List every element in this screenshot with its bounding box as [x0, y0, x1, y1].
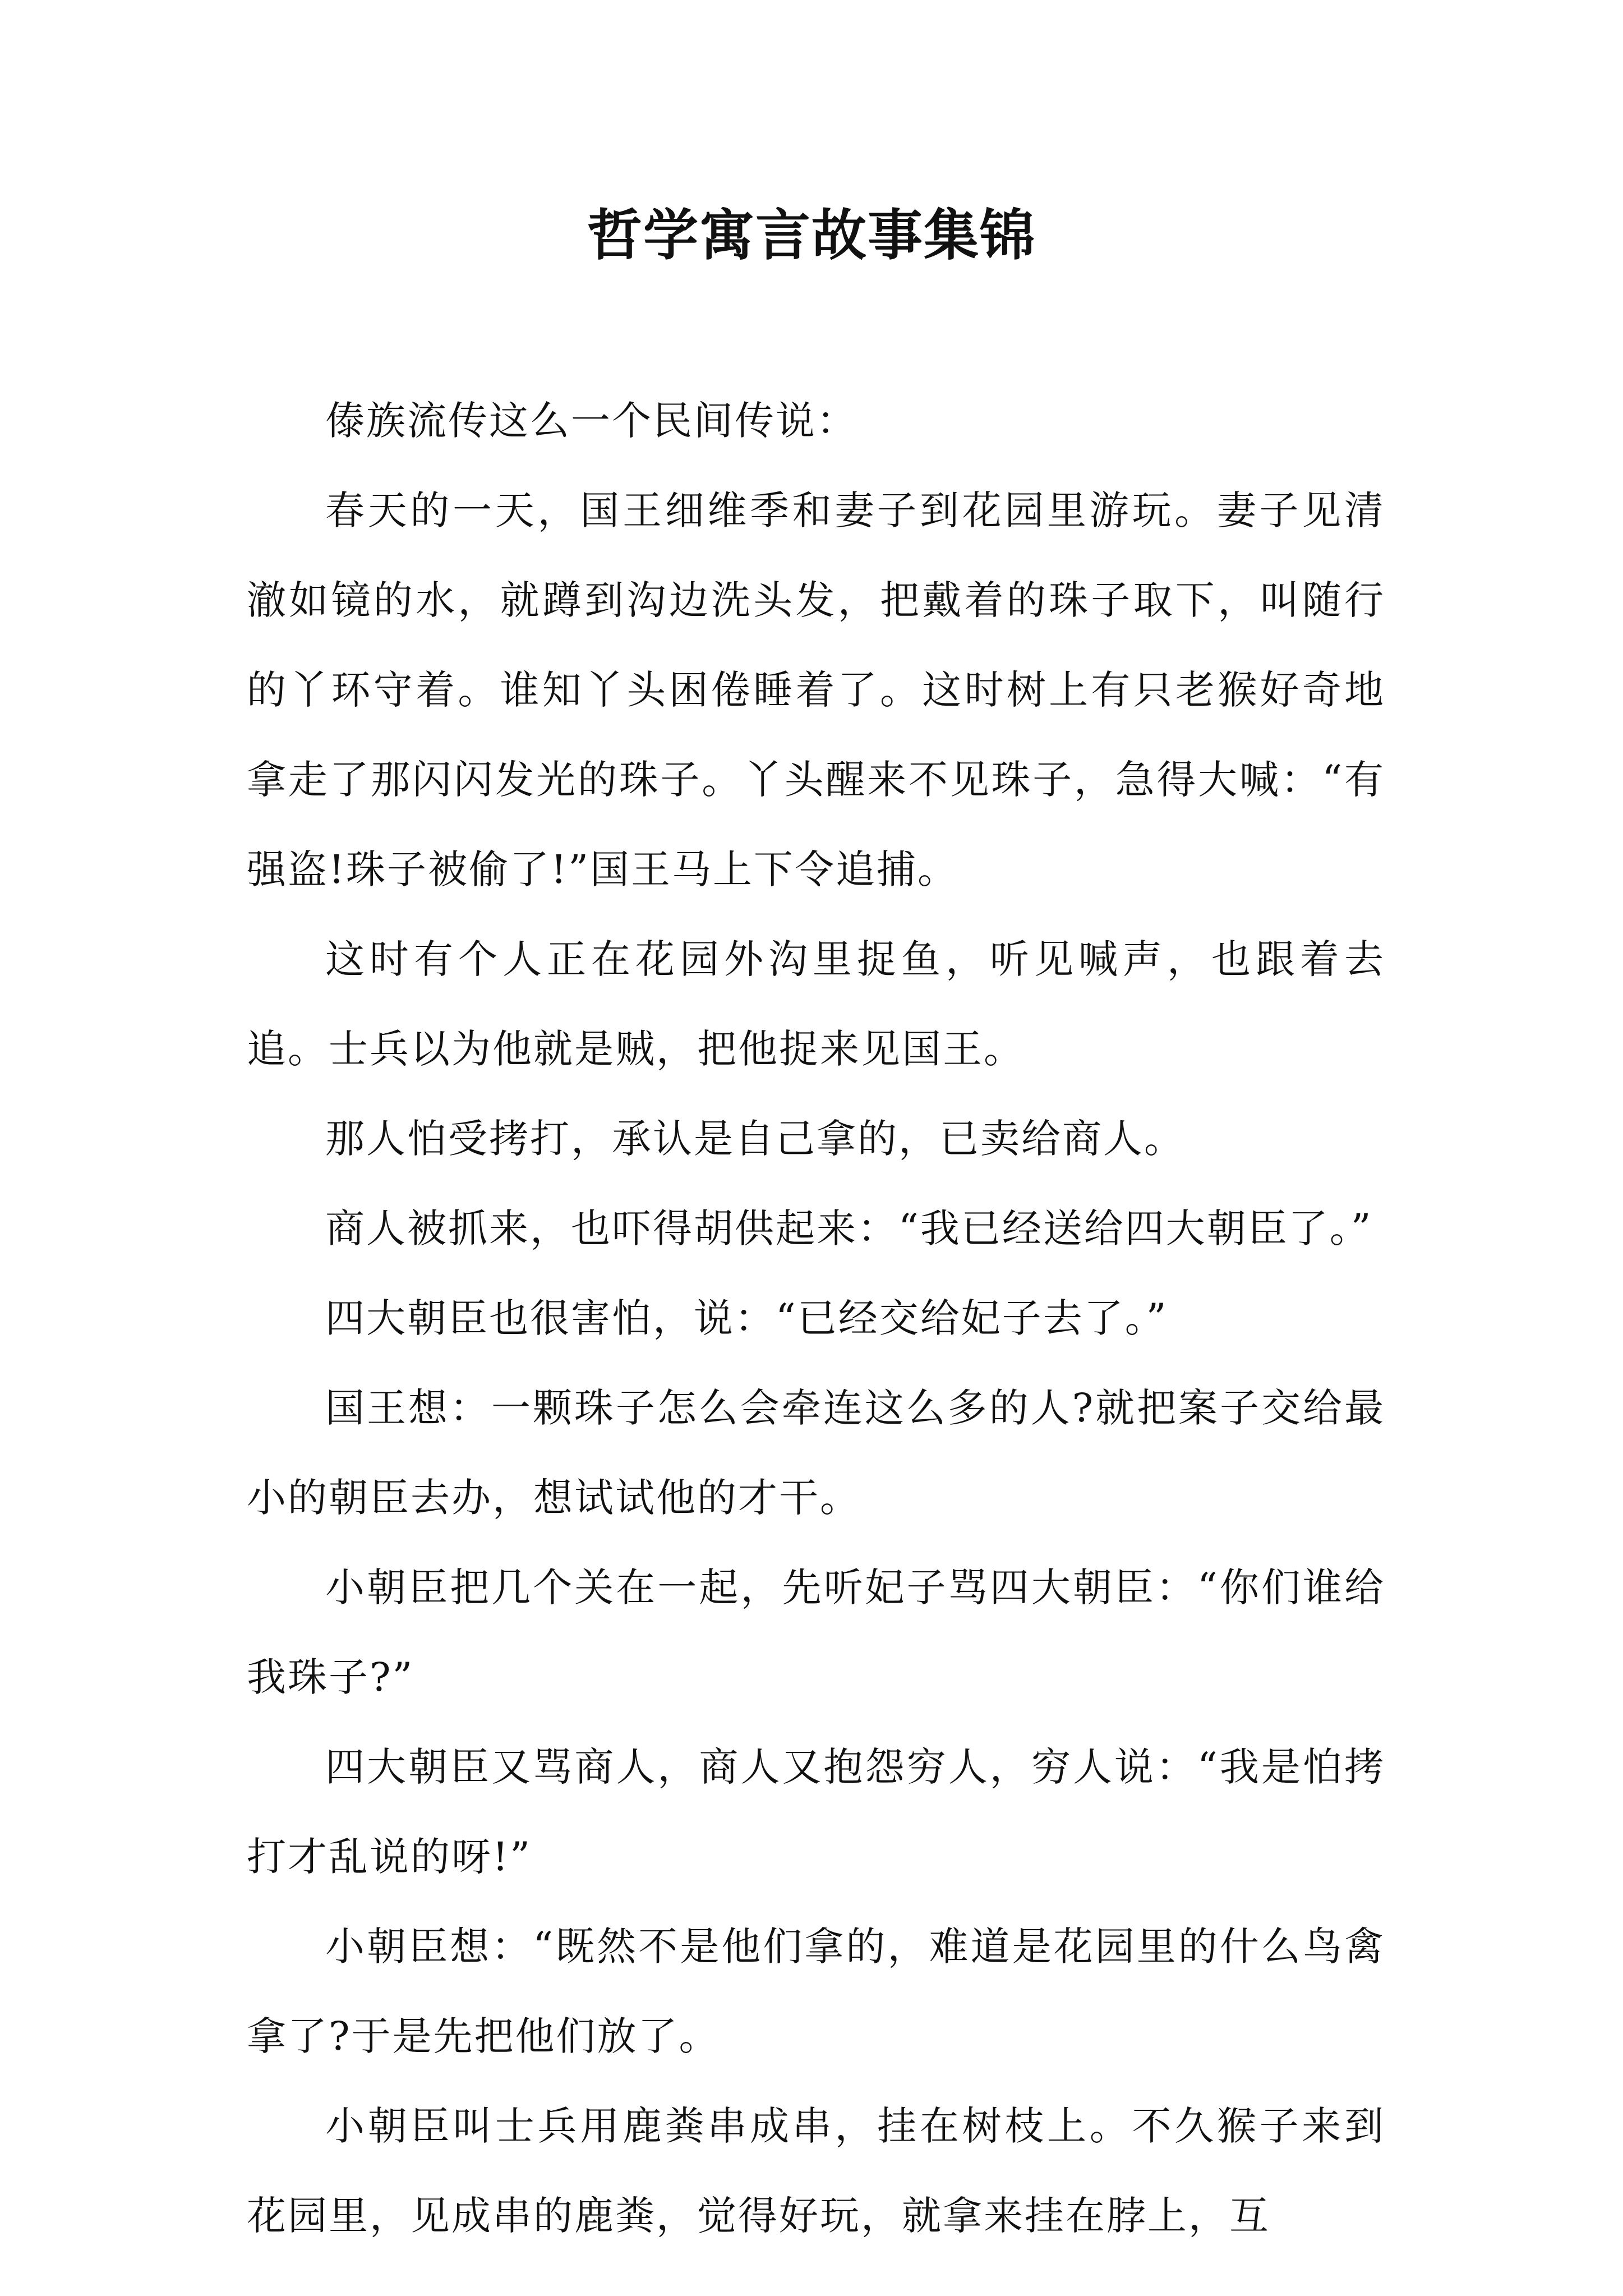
paragraph: 这时有个人正在花园外沟里捉鱼，听见喊声，也跟着去追。士兵以为他就是贼，把他捉来见国王。	[247, 936, 1385, 1072]
paragraph: 小朝臣把几个关在一起，先听妃子骂四大朝臣：“你们谁给我珠子?”	[247, 1565, 1385, 1700]
document-body	[247, 376, 1385, 2261]
paragraph: 商人被抓来，也吓得胡供起来：“我已经送给四大朝臣了。”	[325, 1205, 1373, 1251]
paragraph: 国王想：一颗珠子怎么会牵连这么多的人?就把案子交给最小的朝臣去办，想试试他的才干。	[247, 1385, 1385, 1521]
paragraph: 春天的一天，国王细维季和妻子到花园里游玩。妻子见清澈如镜的水，就蹲到沟边洗头发，把戴着的珠子取下，叫随行的丫环守着。谁知丫头困倦睡着了。这时树上有只老猴好奇地拿走了那闪闪发光的珠子。丫头醒来不见珠子，急得大喊：“有强盗!珠子被偷了!”国王马上下令追捕。	[247, 487, 1385, 892]
paragraph: 小朝臣叫士兵用鹿粪串成串，挂在树枝上。不久猴子来到花园里，见成串的鹿粪，觉得好玩，就拿来挂在脖上，互	[247, 2103, 1385, 2239]
paragraph: 四大朝臣又骂商人，商人又抱怨穷人，穷人说：“我是怕拷打才乱说的呀!”	[247, 1744, 1385, 1880]
paragraph: 那人怕受拷打，承认是自己拿的，已卖给商人。	[325, 1116, 1185, 1162]
paragraph: 小朝臣想：“既然不是他们拿的，难道是花园里的什么鸟禽拿了?于是先把他们放了。	[247, 1924, 1385, 2059]
paragraph: 傣族流传这么一个民间传说：	[325, 398, 857, 444]
paragraph: 四大朝臣也很害怕，说：“已经交给妃子去了。”	[325, 1295, 1168, 1341]
document-title: 哲学寓言故事集锦	[587, 203, 1036, 268]
